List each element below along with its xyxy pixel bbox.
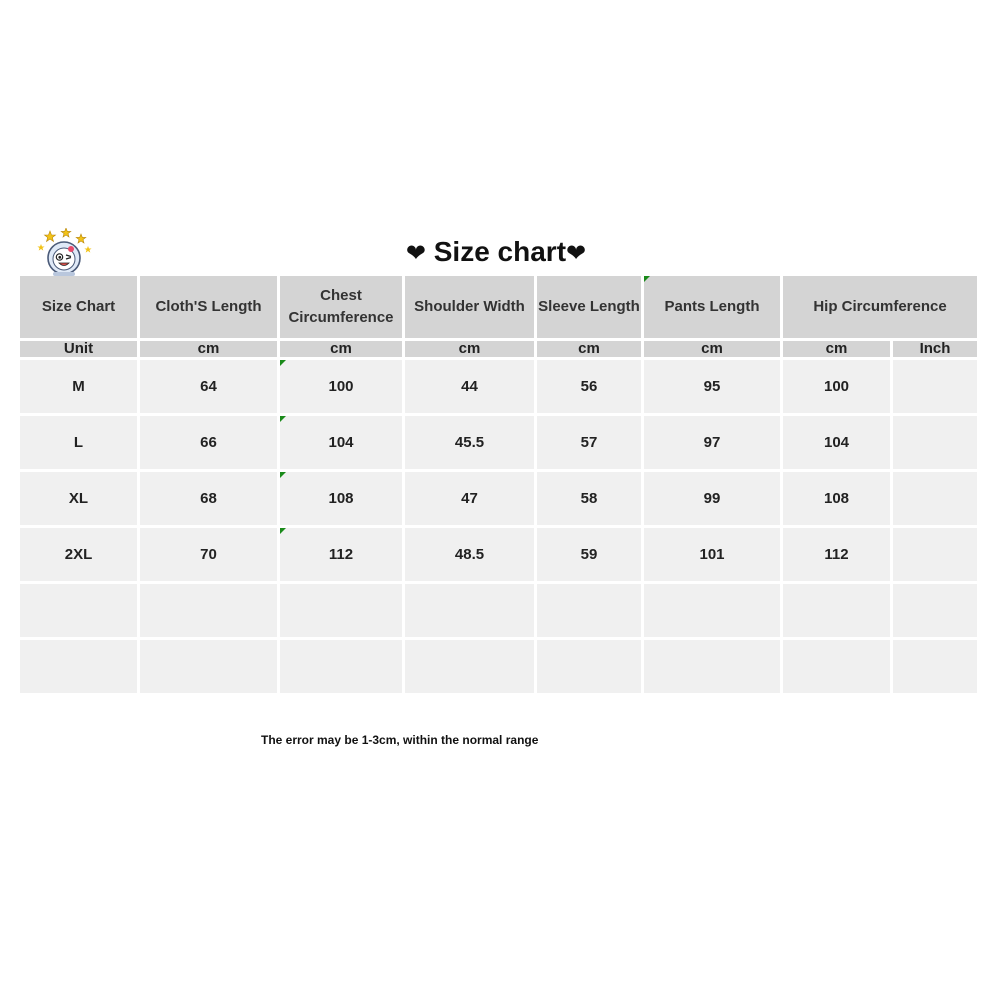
table-cell: 112 <box>783 528 890 581</box>
table-row <box>20 640 977 693</box>
title-text: Size chart <box>433 236 567 267</box>
table-cell: 64 <box>140 360 277 413</box>
page-title <box>300 232 692 272</box>
heart-icon: ❤ <box>405 240 426 267</box>
table-cell: 100 <box>783 360 890 413</box>
table-cell: 108 <box>783 472 890 525</box>
table-row <box>20 584 977 637</box>
table-cell: 97 <box>644 416 780 469</box>
header-row <box>20 276 977 338</box>
table-cell <box>140 640 277 693</box>
unit-cell: Inch <box>893 341 977 357</box>
header-cell: Hip Circumference <box>783 276 977 338</box>
header-cell: Size Chart <box>20 276 137 338</box>
table-cell <box>644 640 780 693</box>
header-cell: Pants Length <box>644 276 780 338</box>
table-cell <box>537 584 641 637</box>
table-cell: 59 <box>537 528 641 581</box>
table-cell: 112 <box>280 528 402 581</box>
table-cell: 57 <box>537 416 641 469</box>
unit-cell: cm <box>140 341 277 357</box>
table-cell: 47 <box>405 472 534 525</box>
table-cell <box>20 584 137 637</box>
unit-cell: cm <box>405 341 534 357</box>
table-cell: 68 <box>140 472 277 525</box>
table-cell <box>20 640 137 693</box>
table-cell <box>405 584 534 637</box>
table-cell <box>893 640 977 693</box>
header-cell: Cloth'S Length <box>140 276 277 338</box>
table-cell <box>893 584 977 637</box>
table-cell <box>280 584 402 637</box>
table-cell: L <box>20 416 137 469</box>
table-cell: XL <box>20 472 137 525</box>
header-cell: Shoulder Width <box>405 276 534 338</box>
table-cell <box>893 360 977 413</box>
table-cell <box>140 584 277 637</box>
table-cell <box>405 640 534 693</box>
unit-cell: cm <box>280 341 402 357</box>
table-cell: 108 <box>280 472 402 525</box>
table-cell: 58 <box>537 472 641 525</box>
table-cell: 100 <box>280 360 402 413</box>
table-cell: 104 <box>280 416 402 469</box>
table-cell <box>280 640 402 693</box>
table-cell: 56 <box>537 360 641 413</box>
table-cell <box>537 640 641 693</box>
table-cell: 48.5 <box>405 528 534 581</box>
table-cell: 95 <box>644 360 780 413</box>
table-cell: 66 <box>140 416 277 469</box>
table-cell <box>893 472 977 525</box>
table-cell: M <box>20 360 137 413</box>
table-cell: 99 <box>644 472 780 525</box>
table-row <box>20 528 977 581</box>
table-cell: 45.5 <box>405 416 534 469</box>
table-cell: 101 <box>644 528 780 581</box>
table-row <box>20 416 977 469</box>
table-cell <box>893 528 977 581</box>
unit-row <box>20 341 977 357</box>
table-cell <box>644 584 780 637</box>
table-cell: 104 <box>783 416 890 469</box>
measurement-error-note: The error may be 1-3cm, within the normal range <box>261 733 539 747</box>
unit-cell: Unit <box>20 341 137 357</box>
unit-cell: cm <box>783 341 890 357</box>
table-cell: 44 <box>405 360 534 413</box>
table-cell <box>783 584 890 637</box>
table-cell: 70 <box>140 528 277 581</box>
size-chart-table <box>17 273 980 696</box>
unit-cell: cm <box>537 341 641 357</box>
table-row <box>20 360 977 413</box>
header-cell: Chest Circumference <box>280 276 402 338</box>
table-row <box>20 472 977 525</box>
header-cell: Sleeve Length <box>537 276 641 338</box>
table-cell <box>893 416 977 469</box>
heart-icon: ❤ <box>566 240 587 267</box>
table-cell: 2XL <box>20 528 137 581</box>
table-cell <box>783 640 890 693</box>
unit-cell: cm <box>644 341 780 357</box>
cartoon-astronaut-mascot-icon <box>36 228 94 276</box>
